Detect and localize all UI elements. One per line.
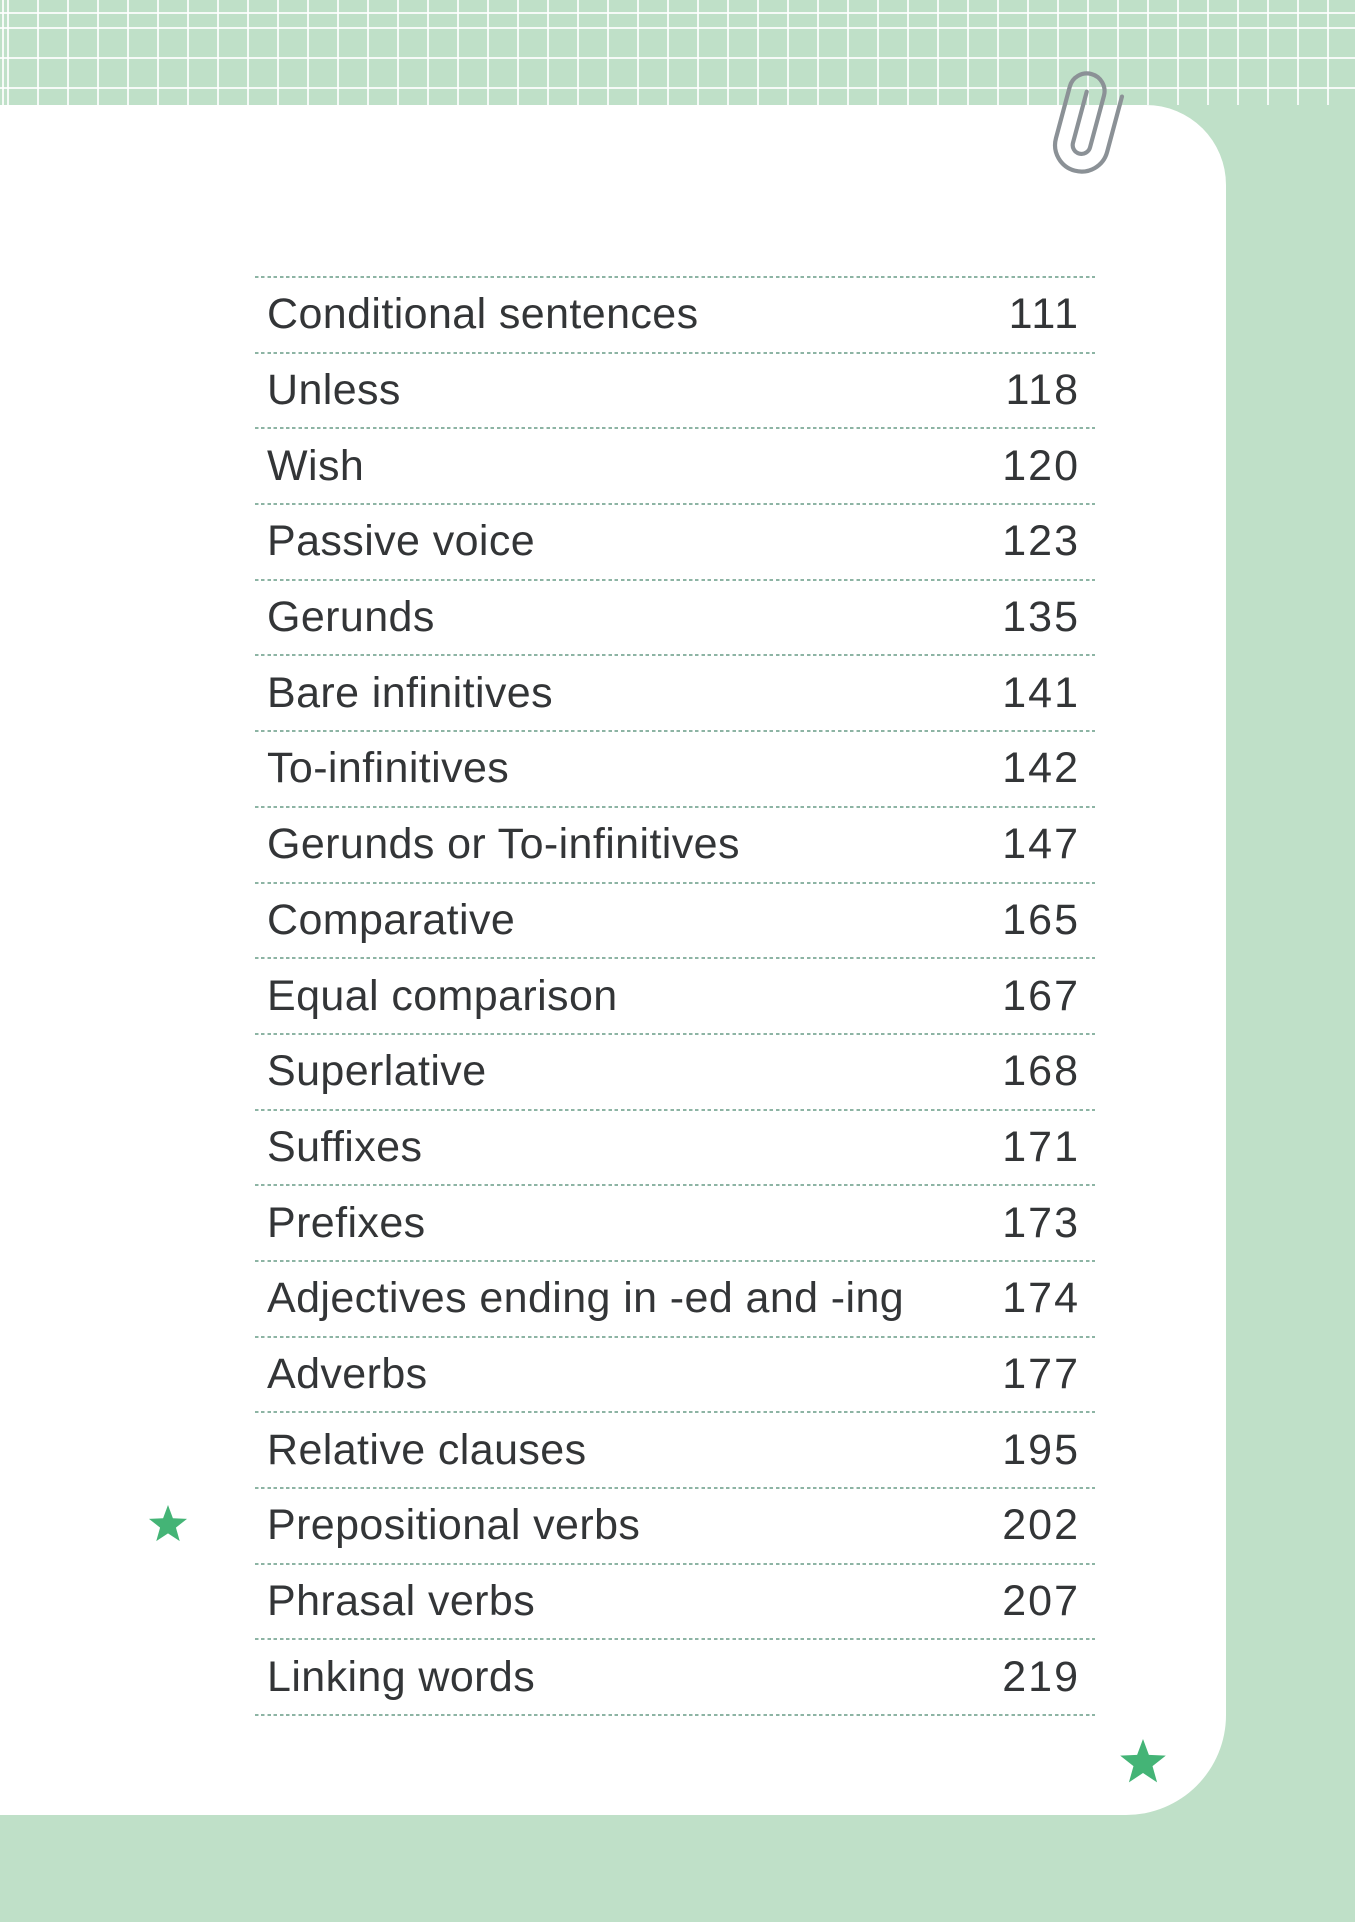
toc-item-label: To-infinitives	[267, 744, 510, 793]
toc-item-page-number: 202	[1002, 1501, 1080, 1550]
toc-item-label: Conditional sentences	[267, 290, 699, 339]
toc-item-page-number: 141	[1002, 668, 1080, 717]
toc-item-label: Prefixes	[267, 1198, 426, 1247]
toc-item-page-number: 174	[1002, 1274, 1080, 1323]
toc-item-label: Suffixes	[267, 1122, 423, 1171]
star-icon	[1119, 1739, 1167, 1787]
toc-item-label: Phrasal verbs	[267, 1577, 536, 1626]
toc-row	[255, 1186, 1095, 1260]
toc-item-page-number: 177	[1002, 1349, 1080, 1398]
toc-item-label: Wish	[267, 441, 365, 490]
toc-item-page-number: 219	[1002, 1652, 1080, 1701]
toc-item-label: Gerunds or To-infinitives	[267, 820, 740, 869]
toc-item-page-number: 173	[1002, 1198, 1080, 1247]
star-icon	[148, 1505, 188, 1545]
toc-item-label: Prepositional verbs	[267, 1501, 641, 1550]
table-of-contents	[255, 276, 1095, 1716]
toc-row	[255, 884, 1095, 958]
toc-row	[255, 959, 1095, 1033]
toc-item-label: Relative clauses	[267, 1425, 587, 1474]
toc-row	[255, 1565, 1095, 1639]
toc-item-page-number: 135	[1002, 593, 1080, 642]
toc-row	[255, 1262, 1095, 1336]
paperclip-icon	[1013, 46, 1163, 196]
toc-item-page-number: 111	[1008, 290, 1080, 339]
toc-row	[255, 732, 1095, 806]
toc-item-label: Adjectives ending in -ed and -ing	[267, 1274, 905, 1323]
toc-item-label: Unless	[267, 366, 401, 415]
toc-item-page-number: 165	[1002, 895, 1080, 944]
toc-item-page-number: 142	[1002, 744, 1080, 793]
toc-row	[255, 1338, 1095, 1412]
toc-item-label: Adverbs	[267, 1349, 428, 1398]
toc-item-page-number: 207	[1002, 1577, 1080, 1626]
toc-item-page-number: 123	[1002, 517, 1080, 566]
toc-item-label: Superlative	[267, 1047, 487, 1096]
toc-item-label: Comparative	[267, 895, 516, 944]
dotted-divider	[255, 1714, 1095, 1716]
toc-row	[255, 1413, 1095, 1487]
toc-row	[255, 1640, 1095, 1714]
toc-row	[255, 505, 1095, 579]
toc-row	[255, 1489, 1095, 1563]
toc-item-page-number: 147	[1002, 820, 1080, 869]
toc-row	[255, 581, 1095, 655]
toc-row	[255, 429, 1095, 503]
toc-row	[255, 808, 1095, 882]
toc-item-page-number: 171	[1002, 1122, 1080, 1171]
toc-row	[255, 656, 1095, 730]
toc-row	[255, 1111, 1095, 1185]
toc-item-label: Bare infinitives	[267, 668, 554, 717]
toc-item-page-number: 168	[1002, 1047, 1080, 1096]
toc-item-page-number: 120	[1002, 441, 1080, 490]
toc-item-label: Gerunds	[267, 593, 435, 642]
toc-row	[255, 354, 1095, 428]
toc-row	[255, 1035, 1095, 1109]
toc-item-page-number: 167	[1002, 971, 1080, 1020]
toc-item-label: Equal comparison	[267, 971, 618, 1020]
toc-item-label: Passive voice	[267, 517, 536, 566]
toc-item-page-number: 118	[1005, 366, 1080, 415]
toc-row	[255, 278, 1095, 352]
toc-item-label: Linking words	[267, 1652, 536, 1701]
toc-item-page-number: 195	[1002, 1425, 1080, 1474]
